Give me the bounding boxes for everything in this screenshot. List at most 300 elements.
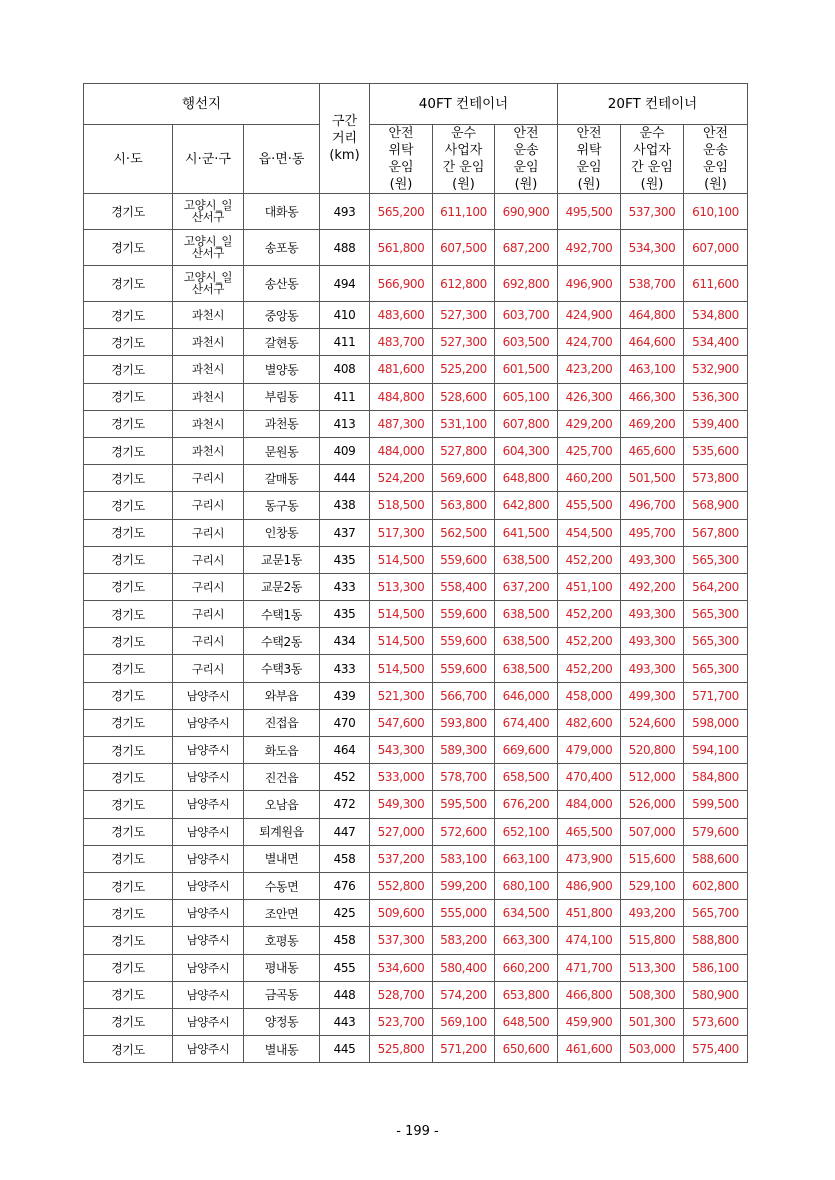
sigungu-label: 남양주시 — [186, 797, 230, 812]
table-row — [84, 981, 748, 1008]
table-body — [84, 194, 748, 1063]
cell-dong: 호평동 — [244, 927, 320, 954]
cell-40ft-consign: 484,800 — [370, 383, 433, 410]
cell-20ft-transport: 535,600 — [684, 437, 748, 464]
table-row — [84, 682, 748, 709]
cell-20ft-transport: 573,600 — [684, 1008, 748, 1035]
cell-20ft-carrier: 496,700 — [621, 492, 684, 519]
cell-dong: 갈매동 — [244, 465, 320, 492]
cell-20ft-consign: 454,500 — [558, 519, 621, 546]
cell-dong: 금곡동 — [244, 981, 320, 1008]
cell-sido: 경기도 — [84, 655, 173, 682]
cell-sido: 경기도 — [84, 791, 173, 818]
cell-40ft-consign: 481,600 — [370, 356, 433, 383]
cell-20ft-transport: 565,300 — [684, 546, 748, 573]
header-20ft-transport: 안전 운송 운임 (원) — [684, 125, 748, 194]
cell-40ft-transport: 650,600 — [495, 1036, 558, 1063]
cell-sido: 경기도 — [84, 682, 173, 709]
cell-sigungu — [173, 682, 244, 709]
cell-20ft-transport: 599,500 — [684, 791, 748, 818]
cell-sigungu — [173, 383, 244, 410]
cell-distance: 438 — [320, 492, 370, 519]
cell-40ft-carrier: 589,300 — [433, 737, 495, 764]
cell-20ft-carrier: 464,800 — [621, 302, 684, 329]
table-row — [84, 791, 748, 818]
cell-40ft-consign: 543,300 — [370, 737, 433, 764]
cell-40ft-consign: 514,500 — [370, 546, 433, 573]
cell-distance: 434 — [320, 628, 370, 655]
cell-40ft-consign: 523,700 — [370, 1008, 433, 1035]
cell-dong: 별내면 — [244, 845, 320, 872]
header-destination: 행선지 — [84, 84, 320, 125]
cell-20ft-consign: 473,900 — [558, 845, 621, 872]
cell-40ft-carrier: 527,300 — [433, 329, 495, 356]
table-row — [84, 410, 748, 437]
table-row — [84, 1008, 748, 1035]
cell-40ft-transport: 690,900 — [495, 194, 558, 230]
cell-20ft-consign: 484,000 — [558, 791, 621, 818]
cell-40ft-consign: 566,900 — [370, 266, 433, 302]
cell-20ft-transport: 565,300 — [684, 628, 748, 655]
table-row — [84, 655, 748, 682]
cell-40ft-consign: 514,500 — [370, 655, 433, 682]
cell-20ft-carrier: 537,300 — [621, 194, 684, 230]
sigungu-label: 구리시 — [191, 471, 225, 486]
cell-dong: 중앙동 — [244, 302, 320, 329]
cell-distance: 464 — [320, 737, 370, 764]
cell-20ft-carrier: 493,300 — [621, 655, 684, 682]
cell-40ft-transport: 641,500 — [495, 519, 558, 546]
table-row — [84, 356, 748, 383]
cell-40ft-transport: 658,500 — [495, 764, 558, 791]
cell-distance: 472 — [320, 791, 370, 818]
cell-distance: 435 — [320, 601, 370, 628]
cell-dong: 송산동 — [244, 266, 320, 302]
cell-distance: 410 — [320, 302, 370, 329]
table-row — [84, 519, 748, 546]
sigungu-label: 과천시 — [191, 416, 225, 431]
cell-20ft-carrier: 508,300 — [621, 981, 684, 1008]
cell-distance: 458 — [320, 845, 370, 872]
cell-40ft-carrier: 559,600 — [433, 601, 495, 628]
cell-20ft-carrier: 464,600 — [621, 329, 684, 356]
cell-sido: 경기도 — [84, 492, 173, 519]
cell-40ft-transport: 663,300 — [495, 927, 558, 954]
cell-20ft-transport: 588,800 — [684, 927, 748, 954]
cell-20ft-carrier: 538,700 — [621, 266, 684, 302]
cell-20ft-consign: 492,700 — [558, 230, 621, 266]
cell-dong: 와부읍 — [244, 682, 320, 709]
cell-40ft-carrier: 555,000 — [433, 900, 495, 927]
cell-20ft-transport: 573,800 — [684, 465, 748, 492]
cell-20ft-consign: 471,700 — [558, 954, 621, 981]
cell-sigungu — [173, 465, 244, 492]
cell-20ft-transport: 586,100 — [684, 954, 748, 981]
cell-dong: 별내동 — [244, 1036, 320, 1063]
cell-distance: 452 — [320, 764, 370, 791]
cell-40ft-transport: 663,100 — [495, 845, 558, 872]
cell-20ft-consign: 470,400 — [558, 764, 621, 791]
cell-40ft-consign: 561,800 — [370, 230, 433, 266]
cell-40ft-transport: 646,000 — [495, 682, 558, 709]
cell-40ft-transport: 680,100 — [495, 872, 558, 899]
table-row — [84, 737, 748, 764]
page-number: - 199 - — [396, 1124, 439, 1139]
cell-40ft-transport: 601,500 — [495, 356, 558, 383]
cell-distance: 437 — [320, 519, 370, 546]
cell-sigungu — [173, 601, 244, 628]
cell-sigungu — [173, 302, 244, 329]
cell-distance: 408 — [320, 356, 370, 383]
cell-sido: 경기도 — [84, 266, 173, 302]
cell-40ft-transport: 687,200 — [495, 230, 558, 266]
cell-sigungu — [173, 818, 244, 845]
cell-20ft-consign: 461,600 — [558, 1036, 621, 1063]
cell-sido: 경기도 — [84, 356, 173, 383]
sigungu-label: 고양시_일 산서구 — [183, 270, 233, 296]
cell-40ft-consign: 483,700 — [370, 329, 433, 356]
cell-dong: 수동면 — [244, 872, 320, 899]
cell-dong: 평내동 — [244, 954, 320, 981]
cell-20ft-consign: 465,500 — [558, 818, 621, 845]
cell-dong: 오남읍 — [244, 791, 320, 818]
table-row — [84, 266, 748, 302]
sigungu-label: 남양주시 — [186, 715, 230, 730]
cell-dong: 송포동 — [244, 230, 320, 266]
table-row — [84, 818, 748, 845]
cell-sido: 경기도 — [84, 465, 173, 492]
cell-sigungu — [173, 230, 244, 266]
cell-40ft-transport: 603,500 — [495, 329, 558, 356]
sigungu-label: 남양주시 — [186, 851, 230, 866]
sigungu-label: 남양주시 — [186, 1042, 230, 1057]
cell-dong: 수택3동 — [244, 655, 320, 682]
cell-distance: 493 — [320, 194, 370, 230]
cell-40ft-transport: 676,200 — [495, 791, 558, 818]
cell-20ft-carrier: 469,200 — [621, 410, 684, 437]
cell-20ft-carrier: 529,100 — [621, 872, 684, 899]
cell-sido: 경기도 — [84, 709, 173, 736]
header-eupmyeondong: 읍·면·동 — [244, 125, 320, 194]
cell-20ft-transport: 579,600 — [684, 818, 748, 845]
cell-20ft-consign: 452,200 — [558, 628, 621, 655]
cell-20ft-transport: 584,800 — [684, 764, 748, 791]
cell-sigungu — [173, 356, 244, 383]
sigungu-label: 구리시 — [191, 607, 225, 622]
cell-sido: 경기도 — [84, 900, 173, 927]
cell-20ft-transport: 571,700 — [684, 682, 748, 709]
cell-20ft-consign: 452,200 — [558, 655, 621, 682]
sigungu-label: 고양시_일 산서구 — [183, 198, 233, 224]
cell-40ft-carrier: 562,500 — [433, 519, 495, 546]
cell-40ft-consign: 547,600 — [370, 709, 433, 736]
cell-dong: 수택2동 — [244, 628, 320, 655]
cell-sido: 경기도 — [84, 601, 173, 628]
cell-40ft-carrier: 599,200 — [433, 872, 495, 899]
cell-20ft-carrier: 501,300 — [621, 1008, 684, 1035]
cell-20ft-carrier: 515,800 — [621, 927, 684, 954]
cell-20ft-carrier: 520,800 — [621, 737, 684, 764]
cell-40ft-carrier: 527,800 — [433, 437, 495, 464]
cell-20ft-transport: 567,800 — [684, 519, 748, 546]
sigungu-label: 남양주시 — [186, 879, 230, 894]
cell-20ft-transport: 568,900 — [684, 492, 748, 519]
cell-20ft-transport: 575,400 — [684, 1036, 748, 1063]
cell-40ft-consign: 509,600 — [370, 900, 433, 927]
table-row — [84, 383, 748, 410]
cell-sigungu — [173, 437, 244, 464]
cell-sido: 경기도 — [84, 764, 173, 791]
cell-40ft-carrier: 593,800 — [433, 709, 495, 736]
cell-dong: 부림동 — [244, 383, 320, 410]
cell-distance: 413 — [320, 410, 370, 437]
sigungu-label: 남양주시 — [186, 1014, 230, 1029]
cell-20ft-transport: 598,000 — [684, 709, 748, 736]
cell-40ft-carrier: 595,500 — [433, 791, 495, 818]
cell-distance: 447 — [320, 818, 370, 845]
sigungu-label: 과천시 — [191, 308, 225, 323]
cell-20ft-consign: 425,700 — [558, 437, 621, 464]
cell-sido: 경기도 — [84, 302, 173, 329]
cell-40ft-carrier: 612,800 — [433, 266, 495, 302]
cell-40ft-transport: 637,200 — [495, 573, 558, 600]
cell-distance: 443 — [320, 1008, 370, 1035]
cell-dong: 과천동 — [244, 410, 320, 437]
cell-40ft-carrier: 525,200 — [433, 356, 495, 383]
cell-20ft-consign: 458,000 — [558, 682, 621, 709]
cell-40ft-transport: 642,800 — [495, 492, 558, 519]
cell-20ft-transport: 580,900 — [684, 981, 748, 1008]
sigungu-label: 남양주시 — [186, 824, 230, 839]
cell-sigungu — [173, 492, 244, 519]
cell-40ft-transport: 653,800 — [495, 981, 558, 1008]
table-row — [84, 954, 748, 981]
cell-distance: 448 — [320, 981, 370, 1008]
cell-dong: 대화동 — [244, 194, 320, 230]
cell-distance: 494 — [320, 266, 370, 302]
table-row — [84, 764, 748, 791]
cell-40ft-consign: 537,200 — [370, 845, 433, 872]
cell-40ft-transport: 607,800 — [495, 410, 558, 437]
cell-40ft-transport: 674,400 — [495, 709, 558, 736]
cell-dong: 동구동 — [244, 492, 320, 519]
cell-20ft-transport: 536,300 — [684, 383, 748, 410]
cell-distance: 409 — [320, 437, 370, 464]
header-40ft: 40FT 컨테이너 — [370, 84, 558, 125]
cell-40ft-carrier: 571,200 — [433, 1036, 495, 1063]
cell-sigungu — [173, 1036, 244, 1063]
cell-sido: 경기도 — [84, 1036, 173, 1063]
sigungu-label: 구리시 — [191, 525, 225, 540]
cell-20ft-transport: 532,900 — [684, 356, 748, 383]
cell-20ft-carrier: 503,000 — [621, 1036, 684, 1063]
cell-40ft-carrier: 569,100 — [433, 1008, 495, 1035]
cell-20ft-carrier: 526,000 — [621, 791, 684, 818]
sigungu-label: 구리시 — [191, 579, 225, 594]
cell-dong: 문원동 — [244, 437, 320, 464]
sigungu-label: 구리시 — [191, 661, 225, 676]
cell-40ft-transport: 648,500 — [495, 1008, 558, 1035]
cell-20ft-transport: 539,400 — [684, 410, 748, 437]
sigungu-label: 과천시 — [191, 335, 225, 350]
cell-40ft-carrier: 559,600 — [433, 546, 495, 573]
cell-20ft-consign: 426,300 — [558, 383, 621, 410]
cell-20ft-transport: 611,600 — [684, 266, 748, 302]
cell-40ft-transport: 634,500 — [495, 900, 558, 927]
cell-40ft-carrier: 566,700 — [433, 682, 495, 709]
table-row — [84, 329, 748, 356]
cell-40ft-consign: 487,300 — [370, 410, 433, 437]
sigungu-label: 남양주시 — [186, 743, 230, 758]
table-row — [84, 872, 748, 899]
cell-sigungu — [173, 546, 244, 573]
cell-sigungu — [173, 628, 244, 655]
cell-sido: 경기도 — [84, 230, 173, 266]
cell-sigungu — [173, 872, 244, 899]
cell-sido: 경기도 — [84, 546, 173, 573]
cell-dong: 화도읍 — [244, 737, 320, 764]
table-row — [84, 230, 748, 266]
cell-40ft-transport: 605,100 — [495, 383, 558, 410]
sigungu-label: 고양시_일 산서구 — [183, 234, 233, 260]
cell-40ft-consign: 549,300 — [370, 791, 433, 818]
cell-20ft-consign: 479,000 — [558, 737, 621, 764]
cell-dong: 수택1동 — [244, 601, 320, 628]
cell-20ft-carrier: 513,300 — [621, 954, 684, 981]
cell-40ft-carrier: 583,100 — [433, 845, 495, 872]
cell-40ft-consign: 517,300 — [370, 519, 433, 546]
cell-sigungu — [173, 1008, 244, 1035]
cell-distance: 439 — [320, 682, 370, 709]
header-sido: 시·도 — [84, 125, 173, 194]
cell-20ft-consign: 486,900 — [558, 872, 621, 899]
header-40ft-carrier: 운수 사업자 간 운임 (원) — [433, 125, 495, 194]
cell-40ft-carrier: 528,600 — [433, 383, 495, 410]
cell-20ft-consign: 474,100 — [558, 927, 621, 954]
cell-40ft-transport: 648,800 — [495, 465, 558, 492]
cell-sido: 경기도 — [84, 954, 173, 981]
cell-sido: 경기도 — [84, 872, 173, 899]
sigungu-label: 남양주시 — [186, 960, 230, 975]
cell-dong: 조안면 — [244, 900, 320, 927]
cell-20ft-carrier: 465,600 — [621, 437, 684, 464]
cell-dong: 교문1동 — [244, 546, 320, 573]
table-row — [84, 437, 748, 464]
cell-40ft-carrier: 559,600 — [433, 655, 495, 682]
cell-sigungu — [173, 900, 244, 927]
sigungu-label: 과천시 — [191, 444, 225, 459]
cell-dong: 갈현동 — [244, 329, 320, 356]
cell-40ft-carrier: 558,400 — [433, 573, 495, 600]
cell-20ft-consign: 496,900 — [558, 266, 621, 302]
cell-40ft-consign: 533,000 — [370, 764, 433, 791]
cell-40ft-transport: 692,800 — [495, 266, 558, 302]
cell-sigungu — [173, 981, 244, 1008]
cell-20ft-carrier: 507,000 — [621, 818, 684, 845]
header-40ft-consign: 안전 위탁 운임 (원) — [370, 125, 433, 194]
cell-40ft-transport: 652,100 — [495, 818, 558, 845]
table-row — [84, 845, 748, 872]
sigungu-label: 구리시 — [191, 498, 225, 513]
cell-sido: 경기도 — [84, 437, 173, 464]
cell-sido: 경기도 — [84, 410, 173, 437]
cell-dong: 양정동 — [244, 1008, 320, 1035]
cell-dong: 교문2동 — [244, 573, 320, 600]
cell-20ft-carrier: 493,300 — [621, 601, 684, 628]
cell-40ft-consign: 513,300 — [370, 573, 433, 600]
cell-distance: 445 — [320, 1036, 370, 1063]
cell-20ft-transport: 534,800 — [684, 302, 748, 329]
cell-20ft-consign: 451,100 — [558, 573, 621, 600]
sigungu-label: 남양주시 — [186, 987, 230, 1002]
cell-20ft-consign: 455,500 — [558, 492, 621, 519]
cell-20ft-carrier: 493,300 — [621, 546, 684, 573]
cell-20ft-consign: 466,800 — [558, 981, 621, 1008]
cell-20ft-carrier: 466,300 — [621, 383, 684, 410]
cell-20ft-consign: 482,600 — [558, 709, 621, 736]
cell-40ft-carrier: 559,600 — [433, 628, 495, 655]
cell-20ft-transport: 588,600 — [684, 845, 748, 872]
cell-40ft-consign: 521,300 — [370, 682, 433, 709]
cell-dong: 별양동 — [244, 356, 320, 383]
cell-40ft-consign: 525,800 — [370, 1036, 433, 1063]
cell-40ft-carrier: 527,300 — [433, 302, 495, 329]
cell-sigungu — [173, 737, 244, 764]
table-row — [84, 573, 748, 600]
header-40ft-transport: 안전 운송 운임 (원) — [495, 125, 558, 194]
cell-40ft-consign: 537,300 — [370, 927, 433, 954]
cell-40ft-carrier: 574,200 — [433, 981, 495, 1008]
cell-distance: 488 — [320, 230, 370, 266]
cell-40ft-carrier: 572,600 — [433, 818, 495, 845]
cell-sigungu — [173, 329, 244, 356]
header-sigungu: 시·군·구 — [173, 125, 244, 194]
header-20ft-carrier: 운수 사업자 간 운임 (원) — [621, 125, 684, 194]
cell-40ft-transport: 638,500 — [495, 655, 558, 682]
cell-20ft-consign: 429,200 — [558, 410, 621, 437]
cell-20ft-transport: 565,700 — [684, 900, 748, 927]
cell-sido: 경기도 — [84, 329, 173, 356]
cell-20ft-transport: 565,300 — [684, 601, 748, 628]
cell-dong: 진접읍 — [244, 709, 320, 736]
cell-40ft-transport: 660,200 — [495, 954, 558, 981]
cell-40ft-transport: 638,500 — [495, 546, 558, 573]
cell-distance: 458 — [320, 927, 370, 954]
cell-40ft-consign: 514,500 — [370, 628, 433, 655]
cell-dong: 인창동 — [244, 519, 320, 546]
cell-40ft-consign: 484,000 — [370, 437, 433, 464]
cell-40ft-consign: 518,500 — [370, 492, 433, 519]
cell-40ft-carrier: 580,400 — [433, 954, 495, 981]
cell-20ft-transport: 602,800 — [684, 872, 748, 899]
table-row — [84, 546, 748, 573]
cell-dong: 퇴계원읍 — [244, 818, 320, 845]
cell-sido: 경기도 — [84, 845, 173, 872]
cell-40ft-consign: 528,700 — [370, 981, 433, 1008]
cell-sido: 경기도 — [84, 981, 173, 1008]
cell-40ft-transport: 669,600 — [495, 737, 558, 764]
cell-40ft-consign: 527,000 — [370, 818, 433, 845]
cell-40ft-carrier: 611,100 — [433, 194, 495, 230]
table-row — [84, 709, 748, 736]
cell-sido: 경기도 — [84, 519, 173, 546]
sigungu-label: 남양주시 — [186, 906, 230, 921]
cell-distance: 433 — [320, 573, 370, 600]
cell-sido: 경기도 — [84, 573, 173, 600]
cell-20ft-consign: 423,200 — [558, 356, 621, 383]
cell-sigungu — [173, 266, 244, 302]
cell-20ft-transport: 534,400 — [684, 329, 748, 356]
